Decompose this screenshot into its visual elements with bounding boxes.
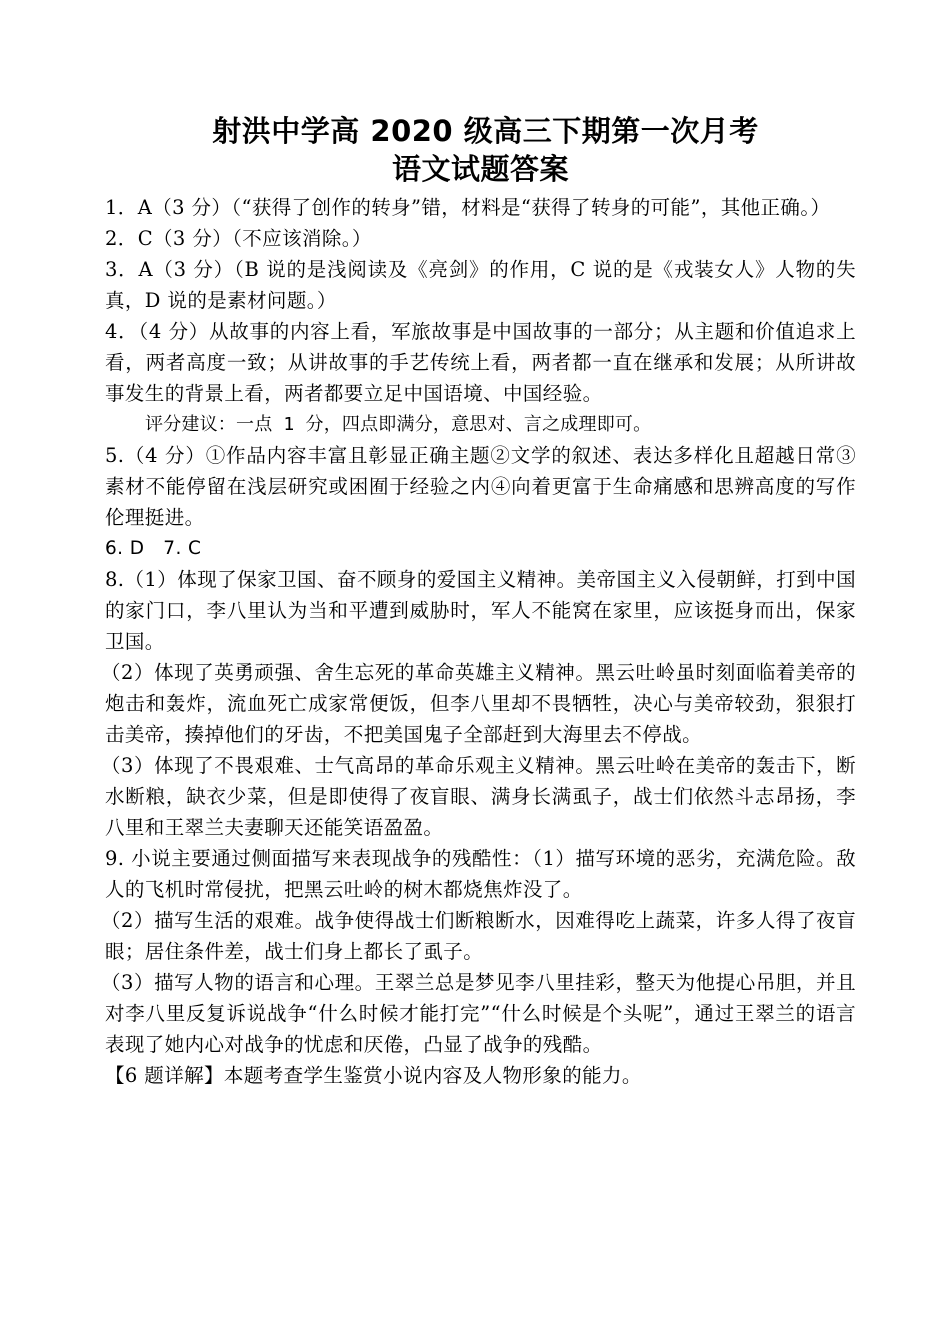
answer-3: 3．A（3 分）（B 说的是浅阅读及《亮剑》的作用，C 说的是《戎装女人》人物的失真，D 说的是素材问题。） <box>105 258 856 312</box>
answer-9-part-1: 9. 小说主要通过侧面描写来表现战争的残酷性：（1）描写环境的恶劣，充满危险。敌人的飞机时常侵扰，把黑云吐岭的树木都烧焦炸没了。 <box>105 847 856 901</box>
answer-8-part-2: （2）体现了英勇顽强、舍生忘死的革命英雄主义精神。黑云吐岭虽时刻面临着美帝的炮击和轰炸，流血死亡成家常便饭，但李八里却不畏牺牲，决心与美帝较劲，狠狠打击美帝，揍掉他们的牙齿，不把美国鬼子全部赶到大海里去不停战。 <box>101 661 856 746</box>
answer-1: 1．A（3 分）（“获得了创作的转身”错，材料是“获得了转身的可能”，其他正确。） <box>105 196 831 219</box>
scoring-note: 评分建议：一点 1 分，四点即满分，意思对、言之成理即可。 <box>145 414 652 435</box>
document-subtitle: 语文试题答案 <box>391 152 569 186</box>
question-6-explanation: 【6 题详解】本题考查学生鉴赏小说内容及人物形象的能力。 <box>105 1064 642 1087</box>
answer-8-part-3: （3）体现了不畏艰难、士气高昂的革命乐观主义精神。黑云吐岭在美帝的轰击下，断水断粮，缺衣少菜，但是即使得了夜盲眼、满身长满虱子，战士们依然斗志昂扬，李八里和王翠兰夫妻聊天还能笑语盈盈。 <box>101 754 856 839</box>
answer-9-part-3: （3）描写人物的语言和心理。王翠兰总是梦见李八里挂彩，整天为他提心吊胆，并且对李八里反复诉说战争“什么时候才能打完”“什么时候是个头呢”，通过王翠兰的语言表现了她内心对战争的忧虑和厌倦，凸显了战争的残酷。 <box>101 971 856 1056</box>
document-title: 射洪中学高 2020 级高三下期第一次月考 <box>212 114 759 148</box>
answer-6-7: 6. D 7. C <box>105 538 202 559</box>
answer-5: 5.（4 分）①作品内容丰富且彰显正确主题②文学的叙述、表达多样化且超越日常③素材不能停留在浅层研究或困囿于经验之内④向着更富于生命痛感和思辨高度的写作伦理挺进。 <box>105 444 856 529</box>
answer-4: 4．（4 分）从故事的内容上看，军旅故事是中国故事的一部分；从主题和价值追求上看，两者高度一致；从讲故事的手艺传统上看，两者都一直在继承和发展；从所讲故事发生的背景上看，两者都要立足中国语境、中国经验。 <box>105 320 856 405</box>
answer-body <box>101 192 856 1091</box>
answer-2: 2．C（3 分）（不应该消除。） <box>105 227 372 250</box>
answer-9-part-2: （2）描写生活的艰难。战争使得战士们断粮断水，因难得吃上蔬菜，许多人得了夜盲眼；居住条件差，战士们身上都长了虱子。 <box>101 909 856 963</box>
answer-8-part-1: 8.（1）体现了保家卫国、奋不顾身的爱国主义精神。美帝国主义入侵朝鲜，打到中国的家门口，李八里认为当和平遭到威胁时，军人不能窝在家里，应该挺身而出，保家卫国。 <box>105 568 856 653</box>
